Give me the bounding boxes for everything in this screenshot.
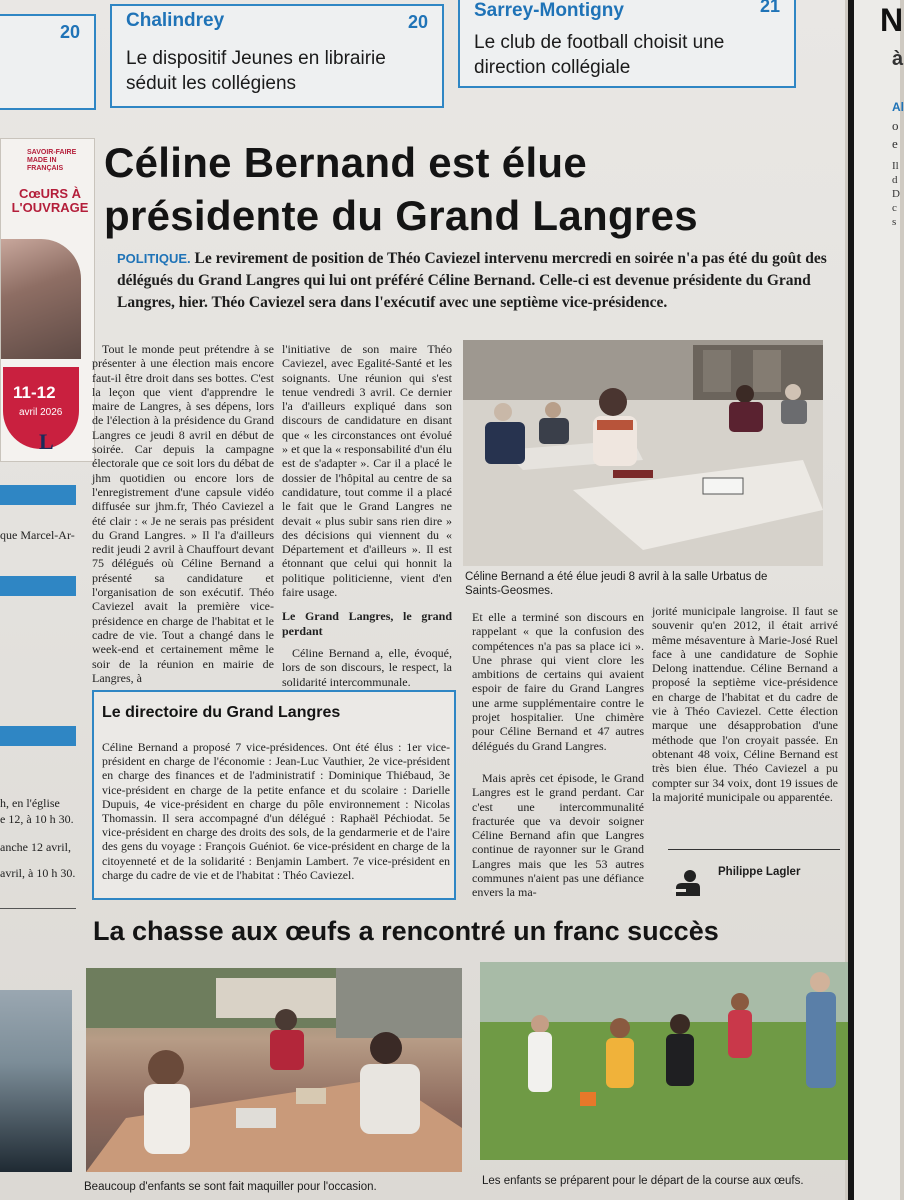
adjacent-page-fragment: Al <box>892 100 904 114</box>
article-column-4 <box>652 604 838 804</box>
left-blue-bar <box>0 576 76 596</box>
teaser-page-number: 21 <box>759 0 780 16</box>
photo-facepaint-illustration <box>86 968 462 1172</box>
article-standfirst-text: Le revirement de position de Théo Caviezel intervenu mercredi en soirée n'a pas été du goût des délégués du Grand Langres qui lui ont préféré Céline Bernand. Celle-ci est devenue présidente du Grand Langres, hier. Théo Caviezel sera dans l'exécutif avec une septième vice-présidence. <box>117 250 827 311</box>
left-snippet: h, en l'église <box>0 796 60 810</box>
photo-council-illustration <box>463 340 823 566</box>
teaser-city: Chalindrey <box>126 10 225 31</box>
adjacent-page-fragment: e <box>892 136 898 151</box>
left-blue-bar <box>0 726 76 746</box>
photo-caption: Céline Bernand a été élue jeudi 8 avril à la salle Urbatus de Saints-Geosmes. <box>465 571 768 597</box>
left-snippet: avril, à 10 h 30. <box>0 866 76 880</box>
article-paragraph: Céline Bernand a, elle, évoqué, lors de son discours, le respect, la solidarité intercommunale. <box>282 645 452 689</box>
left-divider <box>0 908 76 909</box>
article2-headline: La chasse aux œufs a rencontré un franc succès <box>93 916 719 946</box>
article2-photo-egg-race[interactable] <box>480 962 862 1160</box>
article-headline: Céline Bernand est élue présidente du Grand Langres <box>104 139 698 239</box>
article-column-2 <box>282 342 452 689</box>
directory-box <box>92 690 456 900</box>
teaser-chalindrey[interactable] <box>110 4 444 108</box>
article2-photo-facepaint[interactable] <box>86 968 462 1172</box>
article-photo-council[interactable] <box>463 340 823 566</box>
teaser-left[interactable] <box>0 14 96 110</box>
adjacent-page-fragment: Il <box>892 160 899 172</box>
article-paragraph: l'initiative de son maire Théo Caviezel, avec Egalité-Santé et les soignants. Une réunion qui s'est tenue vendredi 3 avril. Ce dernier l'a d'ailleurs expliqué dans son discours de candidature en disant que « les circonstances ont évolué » et que la « responsabilité d'un élu est de s'adapter ». Car il a placé le dossier de l'hôpital au centre de sa candidature, tout comme il a placé le fait que le Grand Langres ne devait « plus subir sans rien dire » des décisions qui viennent du « Département et d'ailleurs ». Il est étonnant que celui qui honnit la politique politicienne, vient d'en faire usage. <box>282 342 452 600</box>
directory-box-title: Le directoire du Grand Langres <box>102 704 341 721</box>
article-paragraph: Et elle a terminé son discours en rappelant « que la confusion des compétences n'a pas sa place ici ». Une phrase qui vient clore les ambitions de certains qui avaient espoir de faire du Grand Langres une arme supplémentaire contre le projet hospitalier. Une chimère pour Céline Bernand et 47 autres délégués du Grand Langres. <box>472 610 644 753</box>
teaser-text: Le dispositif Jeunes en librairie séduit les collégiens <box>126 48 386 94</box>
article2-caption-right: Les enfants se préparent pour le départ de la course aux œufs. <box>482 1175 804 1187</box>
author-divider <box>668 849 840 850</box>
left-snippet: anche 12 avril, <box>0 840 71 854</box>
left-snippet: e 12, à 10 h 30. <box>0 812 74 826</box>
left-snippet: que Marcel-Ar- <box>0 528 75 542</box>
article-subhead: Le Grand Langres, le grand perdant <box>282 609 452 638</box>
ad-dates: 11-12 <box>13 383 56 402</box>
adjacent-page-fragment: o <box>892 118 899 133</box>
teaser-text: Le club de football choisit une direction collégiale <box>474 32 725 78</box>
advertisement[interactable] <box>0 138 95 462</box>
author-name: Philippe Lagler <box>718 866 801 878</box>
adjacent-page-letter: N <box>880 2 904 38</box>
ad-logo: L <box>39 429 54 454</box>
adjacent-page-fragment: s <box>892 216 897 228</box>
article-paragraph: jorité municipale langroise. Il faut se souvenir qu'en 2012, il était arrivé même mésaventure à Marie-José Ruel face à une candidature de Sophie Delong inattendue. Céline Bernand a proposé la septième vice-présidence en charge de l'habitat et du cadre de vie à Théo Caviezel. Cette élection marque une désapprobation d'une méthode que l'on croyait passée. En obtenant 48 voix, Céline Bernand est très bien élue. Théo Caviezel a pu compter sur 34 voix, dont 19 issues de la majorité municipale ou apparentée. <box>652 604 838 804</box>
article-kicker: POLITIQUE. <box>117 251 191 266</box>
photo-egg-race-illustration <box>480 962 862 1160</box>
article2-caption-left: Beaucoup d'enfants se sont fait maquiller pour l'occasion. <box>84 1181 377 1193</box>
article-standfirst <box>117 248 837 314</box>
teaser-page-number: 20 <box>407 12 428 32</box>
ad-photo <box>1 239 81 359</box>
adjacent-page-fragment: c <box>892 202 897 214</box>
ad-brand: SAVOIR-FAIRE MADE IN FRANÇAIS <box>27 149 77 172</box>
ad-month: avril 2026 <box>19 407 63 418</box>
article-paragraph: Mais après cet épisode, le Grand Langres est le grand perdant. Car c'est une intercommunalité fracturée que va devoir soigner Céline Bernand afin que Langres continue de rayonner sur le Grand Langres mais que les 53 autres communes n'aient pas une défiance envers la ma- <box>472 770 644 900</box>
teaser-city: Sarrey-Montigny <box>474 0 624 21</box>
author-icon <box>670 868 704 898</box>
article-column-1 <box>92 342 274 685</box>
directory-box-text: Céline Bernand a proposé 7 vice-présidences. Ont été élus : 1er vice-président en charge de l'économie : Jean-Luc Vauthier, 2e vice-président en charge des finances et de l'administratif : Dominique Thiébaud, 3e vice-président en charge de la petite enfance et du scolaire : Darielle Dupuis, 4e vice-président en charge du pôle environnement : Nicolas Thomassin. Il sera accompagné d'un délégué : Raphaël Péchiodat. 5e vice-président en charge des droits des sols, de la gendarmerie et de l'aire des gens du voyage : François Guéniot. 6e vice-président en charge de la citoyenneté et de la solidarité : Benjamin Lambert. 7e vice-président en charge du cadre de vie et de l'habitat : Théo Caviezel. <box>102 740 450 882</box>
adjacent-page-edge <box>848 0 904 1200</box>
ad-title: CœURS À L'OUVRAGE <box>11 186 89 215</box>
left-blue-bar <box>0 485 76 505</box>
adjacent-photo-edge <box>0 990 72 1172</box>
article-column-3 <box>472 610 644 900</box>
teaser-sarrey-montigny[interactable] <box>458 0 796 88</box>
article-paragraph: Tout le monde peut prétendre à se présenter à une élection mais encore faut-il être droit dans ses bottes. C'est la leçon que vient d'apprendre le maire de Langres, à ses dépens, lors de l'élection à la présidence du Grand Langres ce jeudi 8 avril en début de soirée. Car depuis la campagne électorale que ce soit lors du débat de jhm quotidien ou encore lors de l'enregistrement d'une capsule vidéo diffusée sur jhm.fr, Théo Caviezel a été clair : « Je ne serais pas président du Grand Langres. » Il l'a d'ailleurs redit jeudi 2 avril à Chauffourt devant 75 délégués où Céline Bernand a présenté sa candidature et l'organisation de son exécutif. Théo Caviezel avait la première vice-présidence en charge de l'habitat et le cadre de vie. Tout a changé dans le week-end et certainement même le soir de la réunion en mairie de Langres, à <box>92 342 274 685</box>
teaser-page-number: 20 <box>59 22 80 42</box>
adjacent-page-fragment: à <box>892 48 904 70</box>
adjacent-page-fragment: D <box>892 188 900 200</box>
adjacent-page-fragment: d <box>892 174 898 186</box>
